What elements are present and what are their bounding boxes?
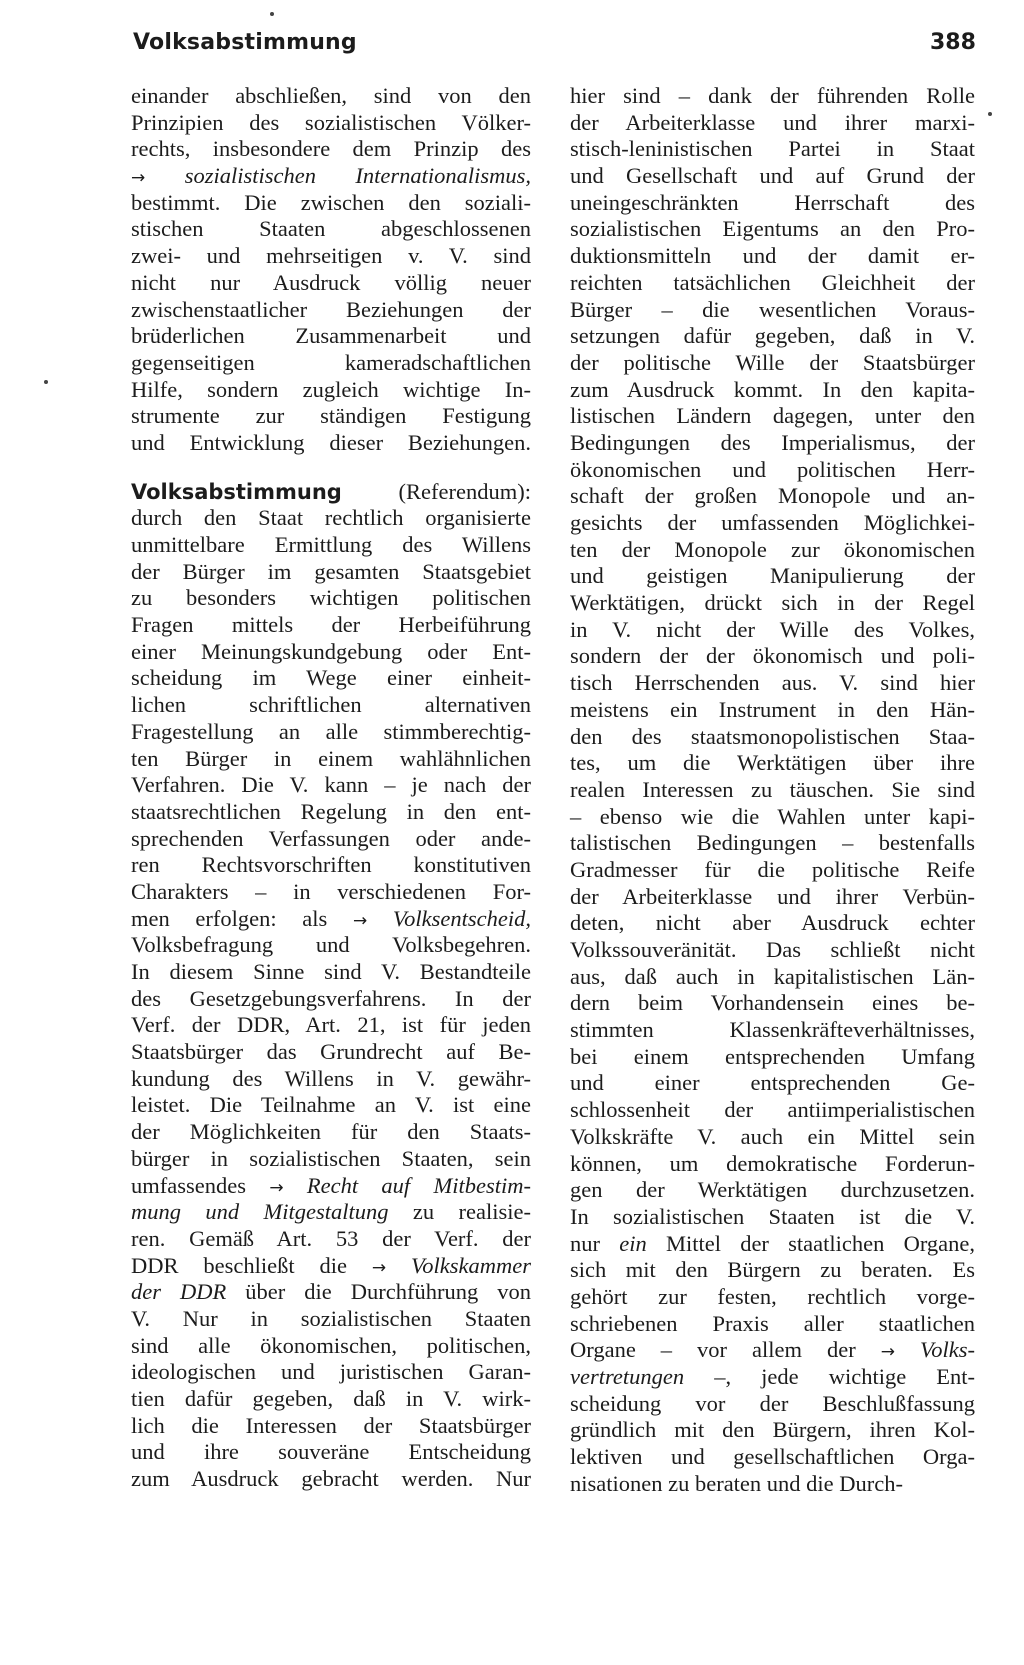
text-line: tisch Herrschenden aus. V. sind hier — [570, 670, 975, 696]
cross-reference-link[interactable]: Volksentscheid, — [392, 905, 532, 931]
text-line: gehört zur festen, rechtlich vorge- — [570, 1283, 975, 1309]
text-line: der Arbeiterklasse und ihrer Verbün- — [570, 883, 975, 909]
cross-reference-arrow-icon: → — [352, 910, 368, 931]
text-line: gesichts der umfassenden Möglichkei- — [570, 510, 975, 535]
text-line: Bürger – die wesentlichen Voraus- — [570, 296, 975, 322]
continued-paragraph — [131, 83, 531, 457]
text-line: den des staatsmonopolistischen Staa- — [570, 723, 975, 749]
text-line — [131, 1253, 531, 1280]
text-line: tien dafür gegeben, daß in V. wirk- — [131, 1386, 531, 1411]
text-line: talistischen Bedingungen – bestenfalls — [570, 830, 975, 856]
text-line: ren. Gemäß Art. 53 der Verf. der — [131, 1225, 531, 1251]
text-line: Staatsbürger das Grundrecht auf Be- — [131, 1039, 531, 1065]
text-run: umfassendes — [131, 1172, 246, 1198]
cross-reference-link[interactable]: mung und Mitgestaltung — [131, 1199, 389, 1225]
text-line: duktionsmitteln und der damit er- — [570, 243, 975, 269]
text-line: Volksbefragung und Volksbegehren. — [131, 932, 531, 958]
text-line: zwischenstaatlicher Beziehungen der — [131, 296, 531, 322]
text-line: der politische Wille der Staatsbürger — [570, 349, 975, 375]
text-line: stimmten Klassenkräfteverhältnisses, — [570, 1017, 975, 1043]
text-line: leistet. Die Teilnahme an V. ist eine — [131, 1092, 531, 1118]
text-line: gründlich mit den Bürgern, ihren Kol- — [570, 1417, 975, 1443]
text-line: lichen schriftlichen alternativen — [131, 692, 531, 718]
text-run: Mittel der staatlichen Organe, — [665, 1230, 976, 1256]
page-number: 388 — [930, 30, 976, 55]
headword-gloss: (Referendum): — [398, 478, 531, 504]
text-line: kundung des Willens in V. gewähr- — [131, 1065, 531, 1091]
text-line: In sozialistischen Staaten ist die V. — [570, 1203, 975, 1229]
text-line: und geistigen Manipulierung der — [570, 563, 975, 589]
text-run: über die Durchführung von — [245, 1279, 531, 1305]
text-line: lektiven und gesellschaftlichen Orga- — [570, 1444, 975, 1470]
text-line: brüderlichen Zusammenarbeit und — [131, 323, 531, 349]
text-line: meistens ein Instrument in den Hän- — [570, 696, 975, 722]
text-line: unmittelbare Ermittlung des Willens — [131, 532, 531, 557]
cross-reference-link[interactable]: sozialistischen Internationalismus, — [184, 163, 531, 189]
text-line: gen der Werktätigen durchzusetzen. — [570, 1177, 975, 1203]
text-line: und Gesellschaft und auf Grund der — [570, 163, 975, 189]
text-line: Volkssouveränität. Das schließt nicht — [570, 937, 975, 962]
text-line: und Entwicklung dieser Beziehungen. — [131, 429, 531, 455]
text-line: stisch-leninistischen Partei in Staat — [570, 136, 975, 162]
text-line: ren Rechtsvorschriften konstitutiven — [131, 852, 531, 878]
text-line: schaft der großen Monopole und an- — [570, 483, 975, 509]
text-line: einander abschließen, sind von den — [131, 83, 531, 108]
text-line: scheidung vor der Beschlußfassung — [570, 1390, 975, 1416]
text-line: dern beim Vorhandensein eines be- — [570, 990, 975, 1016]
text-run: Organe – vor allem der — [570, 1337, 856, 1363]
text-line: bürger in sozialistischen Staaten, sein — [131, 1145, 531, 1171]
text-line: reichten tatsächlichen Gleichheit der — [570, 269, 975, 295]
text-line: sich mit den Bürgern zu beraten. Es — [570, 1257, 975, 1283]
text-line: zu besonders wichtigen politischen — [131, 585, 531, 611]
text-line — [131, 906, 531, 933]
text-line: listischen Ländern dagegen, unter den — [570, 403, 975, 429]
text-line: zwei- und mehrseitigen v. V. sind — [131, 243, 531, 269]
text-line: Charakters – in verschiedenen For- — [131, 878, 531, 904]
text-line: Verfahren. Die V. kann – je nach der — [131, 772, 531, 798]
text-line — [570, 1364, 975, 1391]
text-line — [131, 1173, 531, 1200]
cross-reference-arrow-icon: → — [371, 1257, 387, 1278]
text-line: Prinzipien des sozialistischen Völker- — [131, 109, 531, 135]
text-line: ökonomischen und politischen Herr- — [570, 456, 975, 482]
text-line: zum Ausdruck kommt. In den kapita- — [570, 376, 975, 402]
text-line: schlossenheit der antiimperialistischen — [570, 1097, 975, 1123]
text-line: gegenseitigen kameradschaftlichen — [131, 349, 531, 375]
text-line: Hilfe, sondern zugleich wichtige In- — [131, 376, 531, 402]
text-line: nicht nur Ausdruck völlig neuer — [131, 269, 531, 295]
emphasis: ein — [619, 1230, 647, 1256]
text-line: und ihre souveräne Entscheidung — [131, 1439, 531, 1465]
cross-reference-link[interactable]: Recht auf Mitbestim- — [306, 1172, 531, 1198]
text-line: scheidung im Wege einer einheit- — [131, 665, 531, 691]
text-line: tes, um die Werktätigen über ihre — [570, 750, 975, 776]
entry-headword: Volksabstimmung — [131, 479, 342, 504]
text-line: in V. nicht der Wille des Volkes, — [570, 616, 975, 642]
text-line: lich die Interessen der Staatsbürger — [131, 1412, 531, 1438]
left-column — [131, 83, 531, 1493]
cross-reference-arrow-icon: → — [131, 168, 146, 189]
text-line — [570, 1337, 975, 1364]
scan-speck — [44, 380, 48, 384]
text-run: –, jede wichtige Ent- — [714, 1364, 975, 1389]
text-line: bei einem entsprechenden Umfang — [570, 1043, 975, 1069]
text-line: strumente zur ständigen Festigung — [131, 403, 531, 429]
text-line: der Arbeiterklasse und ihrer marxi- — [570, 109, 975, 135]
text-line: aus, daß auch in kapitalistischen Län- — [570, 963, 975, 989]
entry-spacer — [131, 457, 531, 479]
text-run: DDR beschließt die — [131, 1252, 347, 1278]
text-line: bestimmt. Die zwischen den soziali- — [131, 189, 531, 215]
text-line: V. Nur in sozialistischen Staaten — [131, 1305, 531, 1331]
text-line: sondern der der ökonomisch und poli- — [570, 643, 975, 669]
text-line: In diesem Sinne sind V. Bestandteile — [131, 959, 531, 984]
text-line: ten Bürger in einem wahlähnlichen — [131, 745, 531, 771]
text-line: Volkskräfte V. auch ein Mittel sein — [570, 1123, 975, 1149]
cross-reference-arrow-icon: → — [269, 1177, 284, 1198]
text-line: sozialistischen Eigentums an den Pro- — [570, 216, 975, 242]
text-line: staatsrechtlichen Regelung in den ent- — [131, 798, 531, 824]
text-line — [570, 1231, 975, 1258]
text-line: der Möglichkeiten für den Staats- — [131, 1119, 531, 1145]
text-line: können, um demokratische Forderun- — [570, 1150, 975, 1176]
text-line — [131, 1279, 531, 1306]
text-run: zu realisie- — [412, 1199, 531, 1225]
text-line: setzungen dafür gegeben, daß in V. — [570, 323, 975, 349]
text-line: Gradmesser für die politische Reife — [570, 856, 975, 882]
text-line: zum Ausdruck gebracht werden. Nur — [131, 1466, 531, 1492]
text-line: sind alle ökonomischen, politischen, — [131, 1332, 531, 1358]
text-line: Bedingungen des Imperialismus, der — [570, 429, 975, 455]
right-column — [570, 83, 975, 1497]
text-line: durch den Staat rechtlich organisierte — [131, 505, 531, 531]
text-line: und einer entsprechenden Ge- — [570, 1070, 975, 1096]
text-line: schriebenen Praxis aller staatlichen — [570, 1310, 975, 1336]
text-run: nur — [570, 1230, 600, 1256]
text-line: nisationen zu beraten und die Durch- — [570, 1470, 904, 1496]
text-line: rechts, insbesondere dem Prinzip des — [131, 136, 531, 162]
scan-speck — [988, 112, 992, 116]
text-line: Fragestellung an alle stimmberechtig- — [131, 718, 531, 744]
text-run: men erfolgen: als — [131, 905, 328, 931]
text-line: hier sind – dank der führenden Rolle — [570, 83, 975, 108]
cross-reference-link[interactable]: Volks- — [920, 1337, 975, 1363]
running-head: Volksabstimmung — [133, 30, 357, 55]
text-line: Verf. der DDR, Art. 21, ist für jeden — [131, 1012, 531, 1038]
text-line: realen Interessen zu täuschen. Sie sind — [570, 776, 975, 802]
cross-reference-link[interactable]: Volkskammer — [411, 1252, 532, 1278]
text-line: – ebenso wie die Wahlen unter kapi- — [570, 803, 975, 829]
cross-reference-link[interactable]: der DDR — [131, 1279, 227, 1305]
cross-reference-link[interactable]: vertretungen — [570, 1364, 685, 1389]
text-line: Fragen mittels der Herbeiführung — [131, 612, 531, 638]
text-line: Werktätigen, drückt sich in der Regel — [570, 590, 975, 616]
text-line: sprechenden Verfassungen oder ande- — [131, 825, 531, 851]
scan-speck — [270, 12, 274, 16]
text-line — [131, 1199, 531, 1226]
text-line: uneingeschränkten Herrschaft des — [570, 189, 975, 215]
text-line: ten der Monopole zur ökonomischen — [570, 536, 975, 562]
text-line — [131, 479, 531, 506]
text-line: stischen Staaten abgeschlossenen — [131, 216, 531, 242]
entry-volksabstimmung — [131, 479, 531, 1493]
cross-reference-arrow-icon: → — [880, 1342, 895, 1363]
text-line: des Gesetzgebungsverfahrens. In der — [131, 985, 531, 1011]
text-line: deten, nicht aber Ausdruck echter — [570, 910, 975, 936]
text-line: der Bürger im gesamten Staatsgebiet — [131, 558, 531, 584]
text-line — [131, 163, 531, 190]
text-line: einer Meinungskundgebung oder Ent- — [131, 638, 531, 664]
text-line: ideologischen und juristischen Garan- — [131, 1359, 531, 1385]
